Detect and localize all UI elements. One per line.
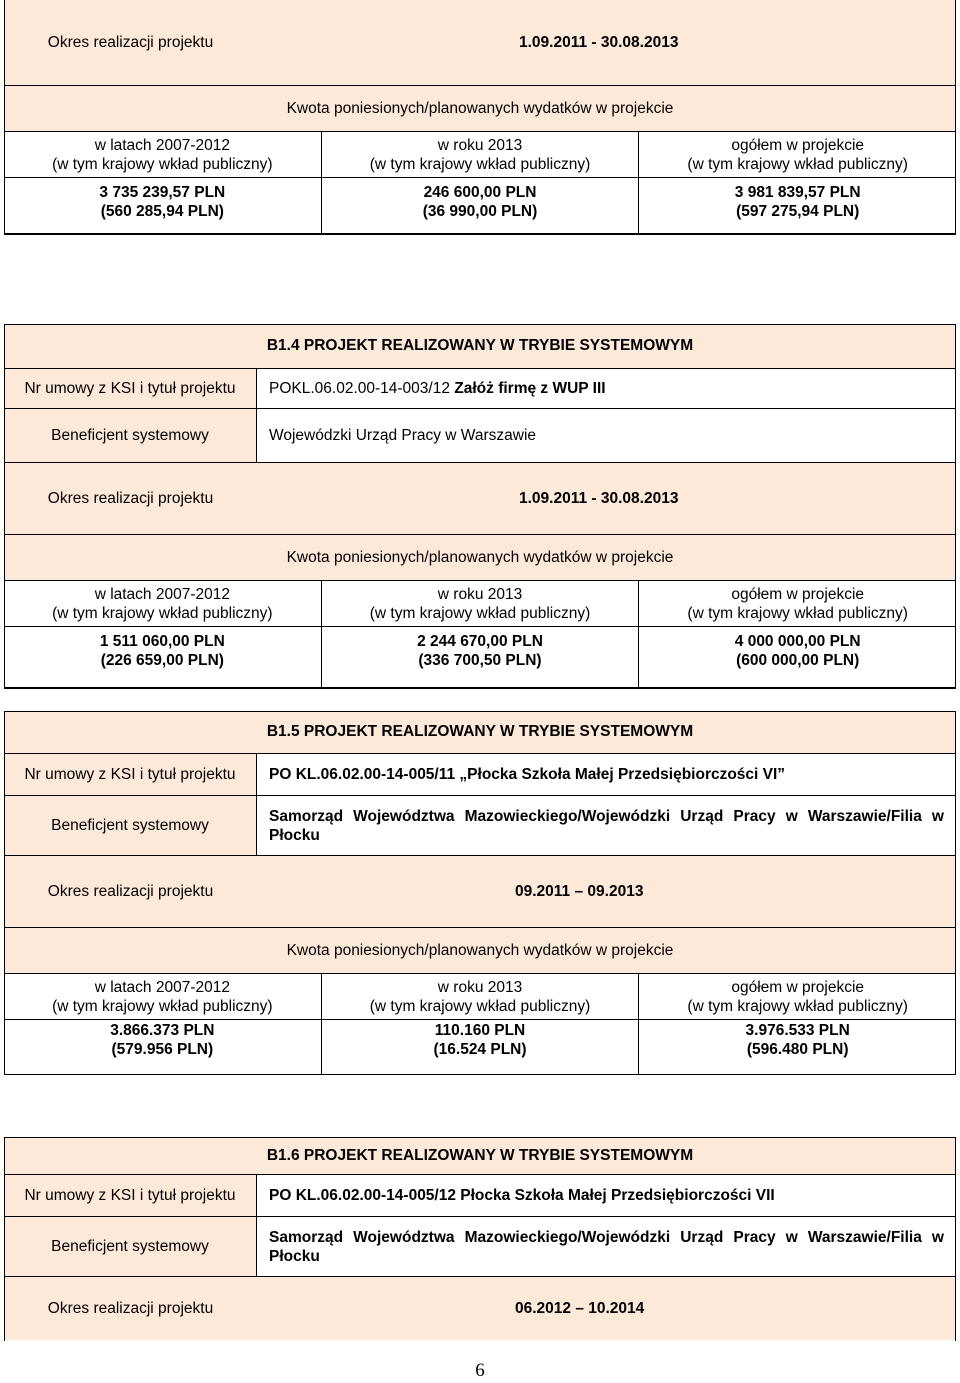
amount-krajowy: (597 275,94 PLN): [736, 203, 860, 220]
okres-value: 1.09.2011 - 30.08.2013: [519, 33, 679, 51]
amount-total: 3 735 239,57 PLN: [99, 184, 226, 201]
amount-total: 4 000 000,00 PLN: [734, 633, 861, 650]
amount-total: 246 600,00 PLN: [423, 184, 537, 201]
amount-col-ogolem: ogółem w projekcie (w tym krajowy wkład publiczny) 3 981 839,57 PLN (597 275,94 PLN): [639, 132, 956, 233]
nr-umowy-label: Nr umowy z KSI i tytuł projektu: [4, 369, 257, 408]
section-title: B1.6 PROJEKT REALIZOWANY W TRYBIE SYSTEMOWYM: [4, 1137, 956, 1174]
amount-krajowy: (596.480 PLN): [746, 1041, 849, 1058]
okres-label: Okres realizacji projektu: [47, 33, 214, 51]
amount-col-2013: w roku 2013 (w tym krajowy wkład publiczny) 2 244 670,00 PLN (336 700,50 PLN): [322, 581, 640, 687]
nr-umowy-row: [4, 753, 956, 795]
amounts-table: [4, 973, 956, 1074]
beneficjent-label: Beneficjent systemowy: [4, 796, 257, 855]
okres-row: [4, 1276, 956, 1340]
nr-umowy-value: PO KL.06.02.00-14-005/12 Płocka Szkoła Małej Przedsiębiorczości VII: [257, 1175, 956, 1216]
nr-umowy-value: POKL.06.02.00-14-003/12 Załóż firmę z WUP III: [257, 369, 956, 408]
amount-krajowy: (560 285,94 PLN): [100, 203, 224, 220]
amount-total: 3 981 839,57 PLN: [734, 184, 861, 201]
page-number: 6: [475, 1360, 485, 1381]
amount-krajowy: (36 990,00 PLN): [422, 203, 538, 220]
amount-krajowy: (336 700,50 PLN): [418, 652, 542, 669]
beneficjent-value: Samorząd Województwa Mazowieckiego/Wojewódzki Urząd Pracy w Warszawie/Filia w Płocku: [257, 1217, 956, 1276]
block-b13-continuation: [4, 0, 956, 235]
amount-krajowy: (16.524 PLN): [433, 1041, 527, 1058]
beneficjent-row: [4, 795, 956, 855]
amount-col-ogolem: ogółem w projekcie (w tym krajowy wkład publiczny) 4 000 000,00 PLN (600 000,00 PLN): [639, 581, 956, 687]
okres-label: Okres realizacji projektu: [47, 1299, 214, 1317]
beneficjent-row: [4, 1216, 956, 1276]
amount-total: 110.160 PLN: [434, 1022, 526, 1039]
amount-total: 1 511 060,00 PLN: [99, 633, 225, 650]
okres-label: Okres realizacji projektu: [47, 489, 214, 507]
nr-umowy-value: PO KL.06.02.00-14-005/11 „Płocka Szkoła Małej Przedsiębiorczości VI”: [257, 754, 956, 795]
okres-row: [4, 0, 956, 85]
kwota-heading: Kwota poniesionych/planowanych wydatków w projekcie: [4, 85, 956, 131]
section-title: B1.4 PROJEKT REALIZOWANY W TRYBIE SYSTEMOWYM: [4, 324, 956, 368]
amounts-table: [4, 131, 956, 233]
okres-row: [4, 855, 956, 927]
block-b16: [4, 1137, 956, 1340]
beneficjent-value: Wojewódzki Urząd Pracy w Warszawie: [257, 409, 956, 462]
beneficjent-label: Beneficjent systemowy: [4, 409, 257, 462]
nr-umowy-label: Nr umowy z KSI i tytuł projektu: [4, 754, 257, 795]
amount-total: 3.976.533 PLN: [745, 1022, 850, 1039]
block-b14: [4, 324, 956, 689]
amount-col-2007-2012: w latach 2007-2012 (w tym krajowy wkład publiczny) 1 511 060,00 PLN (226 659,00 PLN): [4, 581, 322, 687]
okres-row: [4, 462, 956, 534]
beneficjent-row: [4, 408, 956, 462]
kwota-heading: Kwota poniesionych/planowanych wydatków w projekcie: [4, 927, 956, 973]
amount-col-2013: w roku 2013 (w tym krajowy wkład publiczny) 110.160 PLN (16.524 PLN): [322, 974, 640, 1074]
amount-col-2007-2012: w latach 2007-2012 (w tym krajowy wkład publiczny) 3 735 239,57 PLN (560 285,94 PLN): [4, 132, 322, 233]
amount-krajowy: (579.956 PLN): [111, 1041, 214, 1058]
block-b15: [4, 711, 956, 1075]
beneficjent-label: Beneficjent systemowy: [4, 1217, 257, 1276]
amount-col-2013: w roku 2013 (w tym krajowy wkład publiczny) 246 600,00 PLN (36 990,00 PLN): [322, 132, 640, 233]
okres-value: 1.09.2011 - 30.08.2013: [519, 489, 679, 507]
nr-umowy-row: [4, 1174, 956, 1216]
amount-total: 3.866.373 PLN: [110, 1022, 215, 1039]
section-title: B1.5 PROJEKT REALIZOWANY W TRYBIE SYSTEMOWYM: [4, 711, 956, 753]
okres-value: 06.2012 – 10.2014: [515, 1299, 645, 1317]
amount-total: 2 244 670,00 PLN: [417, 633, 543, 650]
amounts-table: [4, 580, 956, 687]
nr-umowy-row: [4, 368, 956, 408]
amount-col-2007-2012: w latach 2007-2012 (w tym krajowy wkład publiczny) 3.866.373 PLN (579.956 PLN): [4, 974, 322, 1074]
nr-umowy-label: Nr umowy z KSI i tytuł projektu: [4, 1175, 257, 1216]
amount-krajowy: (226 659,00 PLN): [100, 652, 224, 669]
kwota-heading: Kwota poniesionych/planowanych wydatków w projekcie: [4, 534, 956, 580]
amount-krajowy: (600 000,00 PLN): [736, 652, 860, 669]
beneficjent-value: Samorząd Województwa Mazowieckiego/Wojewódzki Urząd Pracy w Warszawie/Filia w Płocku: [257, 796, 956, 855]
amount-col-ogolem: ogółem w projekcie (w tym krajowy wkład publiczny) 3.976.533 PLN (596.480 PLN): [639, 974, 956, 1074]
okres-value: 09.2011 – 09.2013: [515, 882, 644, 900]
okres-label: Okres realizacji projektu: [47, 882, 214, 900]
